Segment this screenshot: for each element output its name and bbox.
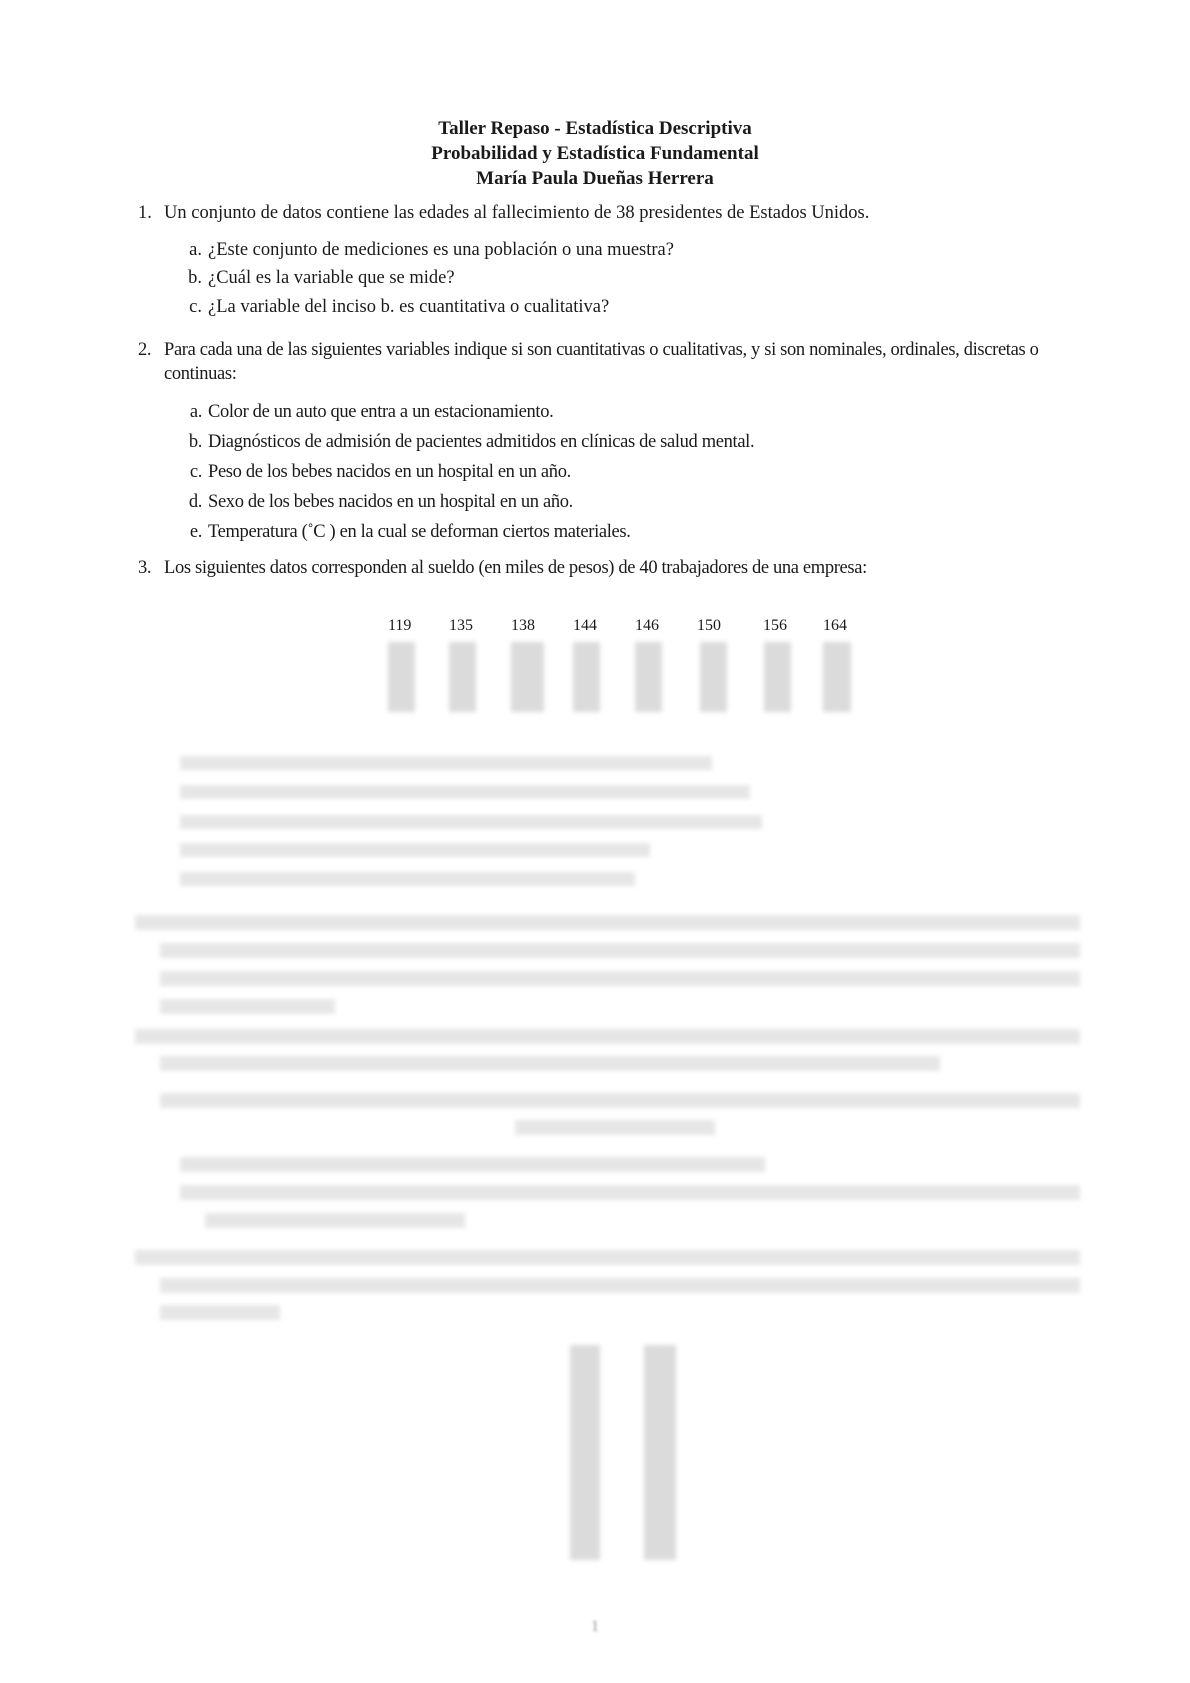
data-value: 156 [763, 617, 787, 634]
data-value: 146 [635, 617, 659, 634]
item-text: Diagnósticos de admisión de pacientes admitidos en clínicas de salud mental. [208, 432, 755, 452]
document-title [0, 116, 1190, 191]
item-text: Temperatura (˚C ) en la cual se deforman ciertos materiales. [208, 522, 631, 542]
item-text: ¿Cuál es la variable que se mide? [208, 268, 455, 288]
question-number: 3. [138, 558, 152, 578]
item-text: Peso de los bebes nacidos en un hospital en un año. [208, 462, 571, 482]
data-value: 164 [823, 617, 847, 634]
question-number: 2. [138, 340, 152, 360]
data-value: 135 [449, 617, 473, 634]
item-letter: c. [189, 462, 202, 482]
item-text: ¿La variable del inciso b. es cuantitativa o cualitativa? [208, 297, 610, 317]
item-letter: e. [189, 522, 202, 542]
item-letter: a. [189, 240, 202, 260]
question-text: Para cada una de las siguientes variables indique si son cuantitativas o cualitativas, y si son nominales, ordinales, discretas o continuas: [164, 340, 1039, 384]
title-line-3: María Paula Dueñas Herrera [476, 168, 714, 189]
item-text: Sexo de los bebes nacidos en un hospital en un año. [208, 492, 573, 512]
data-value: 119 [388, 617, 412, 634]
item-text: Color de un auto que entra a un estacionamiento. [208, 402, 554, 422]
title-line-2: Probabilidad y Estadística Fundamental [431, 143, 759, 164]
question-text: Los siguientes datos corresponden al sueldo (en miles de pesos) de 40 trabajadores de una empresa: [164, 558, 867, 578]
item-letter: d. [188, 492, 202, 512]
page-number: 1 [591, 1618, 599, 1635]
item-letter: a. [189, 402, 202, 422]
data-value: 144 [573, 617, 597, 634]
question-text: Un conjunto de datos contiene las edades al fallecimiento de 38 presidentes de Estados Unidos. [164, 203, 870, 223]
item-letter: b. [188, 268, 202, 288]
data-value: 150 [697, 617, 721, 634]
question-number: 1. [138, 203, 152, 223]
data-value: 138 [511, 617, 535, 634]
item-text: ¿Este conjunto de mediciones es una población o una muestra? [208, 240, 674, 260]
item-letter: b. [188, 432, 202, 452]
item-letter: c. [189, 297, 202, 317]
title-line-1: Taller Repaso - Estadística Descriptiva [438, 118, 752, 139]
